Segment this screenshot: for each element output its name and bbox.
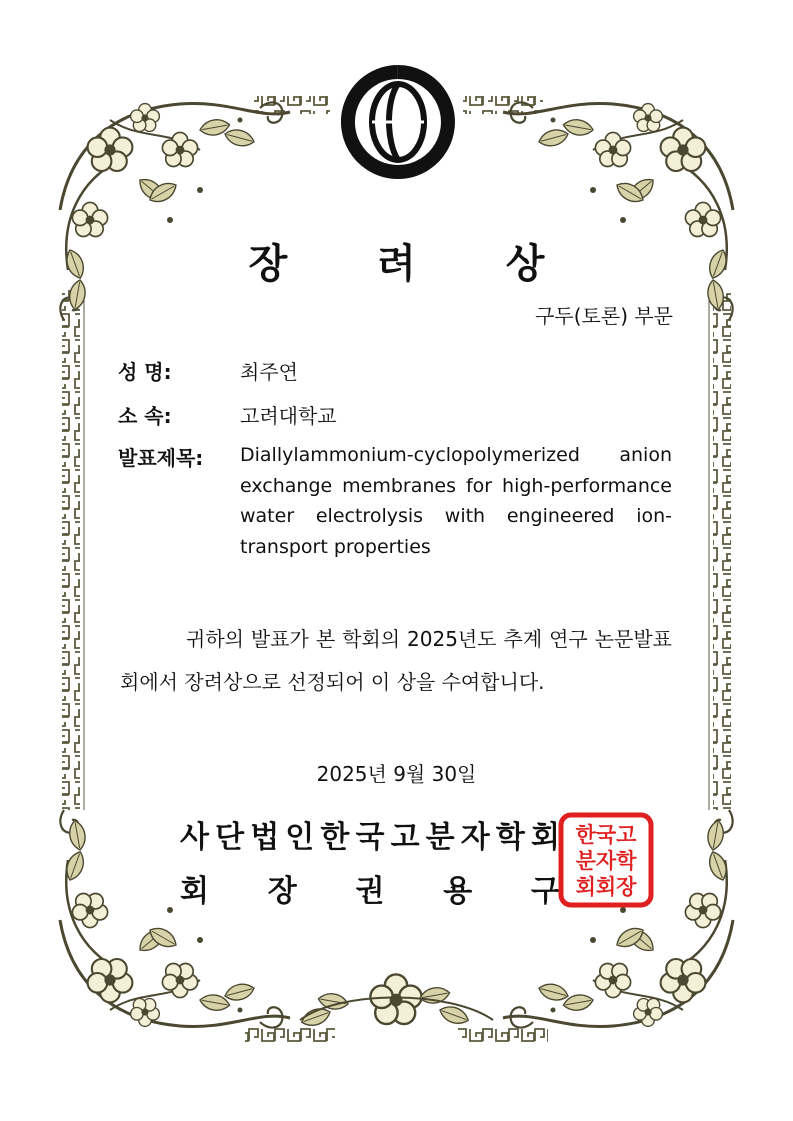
award-category: 구두(토론) 부문 bbox=[535, 304, 673, 328]
award-title: 장 려 상 bbox=[248, 241, 583, 287]
award-statement: 귀하의 발표가 본 학회의 2025년도 추계 연구 논문발표회에서 장려상으로 선정되어 이 상을 수여합니다. bbox=[120, 627, 672, 694]
society-name-char: 분 bbox=[425, 820, 455, 855]
issuing-society bbox=[180, 812, 560, 856]
seal-line-1: 한국고 bbox=[575, 823, 637, 847]
presentation-title: Diallylammonium-cyclopolymerized anion exchange membranes for high-performance water electrolysis with engineered ion-transport properties bbox=[240, 444, 672, 558]
seal-line-3: 회회장 bbox=[575, 875, 637, 899]
society-name-char: 단 bbox=[215, 820, 245, 855]
recipient-name: 최주연 bbox=[240, 360, 298, 384]
president-name-char: 구 bbox=[531, 874, 560, 909]
president-name-char: 권 bbox=[355, 874, 385, 909]
society-name-char: 사 bbox=[180, 820, 209, 855]
society-emblem-icon bbox=[348, 72, 448, 172]
presentation-title-label: 발표제목: bbox=[118, 446, 204, 470]
society-name-char: 법 bbox=[250, 820, 280, 855]
president-name-char: 장 bbox=[267, 874, 297, 909]
bottom-ornament-icon bbox=[299, 974, 493, 1029]
name-label: 성 명: bbox=[118, 360, 172, 384]
society-name-char: 한 bbox=[320, 820, 350, 855]
society-name-char: 학 bbox=[495, 820, 525, 855]
society-president bbox=[180, 866, 560, 910]
recipient-affiliation: 고려대학교 bbox=[240, 404, 337, 428]
affiliation-label: 소 속: bbox=[118, 404, 172, 428]
society-name-char: 인 bbox=[285, 820, 315, 855]
seal-line-2: 분자학 bbox=[575, 849, 637, 873]
president-name-char: 용 bbox=[443, 874, 473, 909]
society-name-char: 고 bbox=[390, 820, 420, 855]
official-seal-icon bbox=[558, 812, 654, 908]
president-name-char: 회 bbox=[180, 874, 209, 909]
society-name-char: 회 bbox=[530, 820, 560, 855]
society-name-char: 국 bbox=[355, 820, 385, 855]
award-date: 2025년 9월 30일 bbox=[316, 762, 477, 786]
society-name-char: 자 bbox=[460, 820, 490, 855]
